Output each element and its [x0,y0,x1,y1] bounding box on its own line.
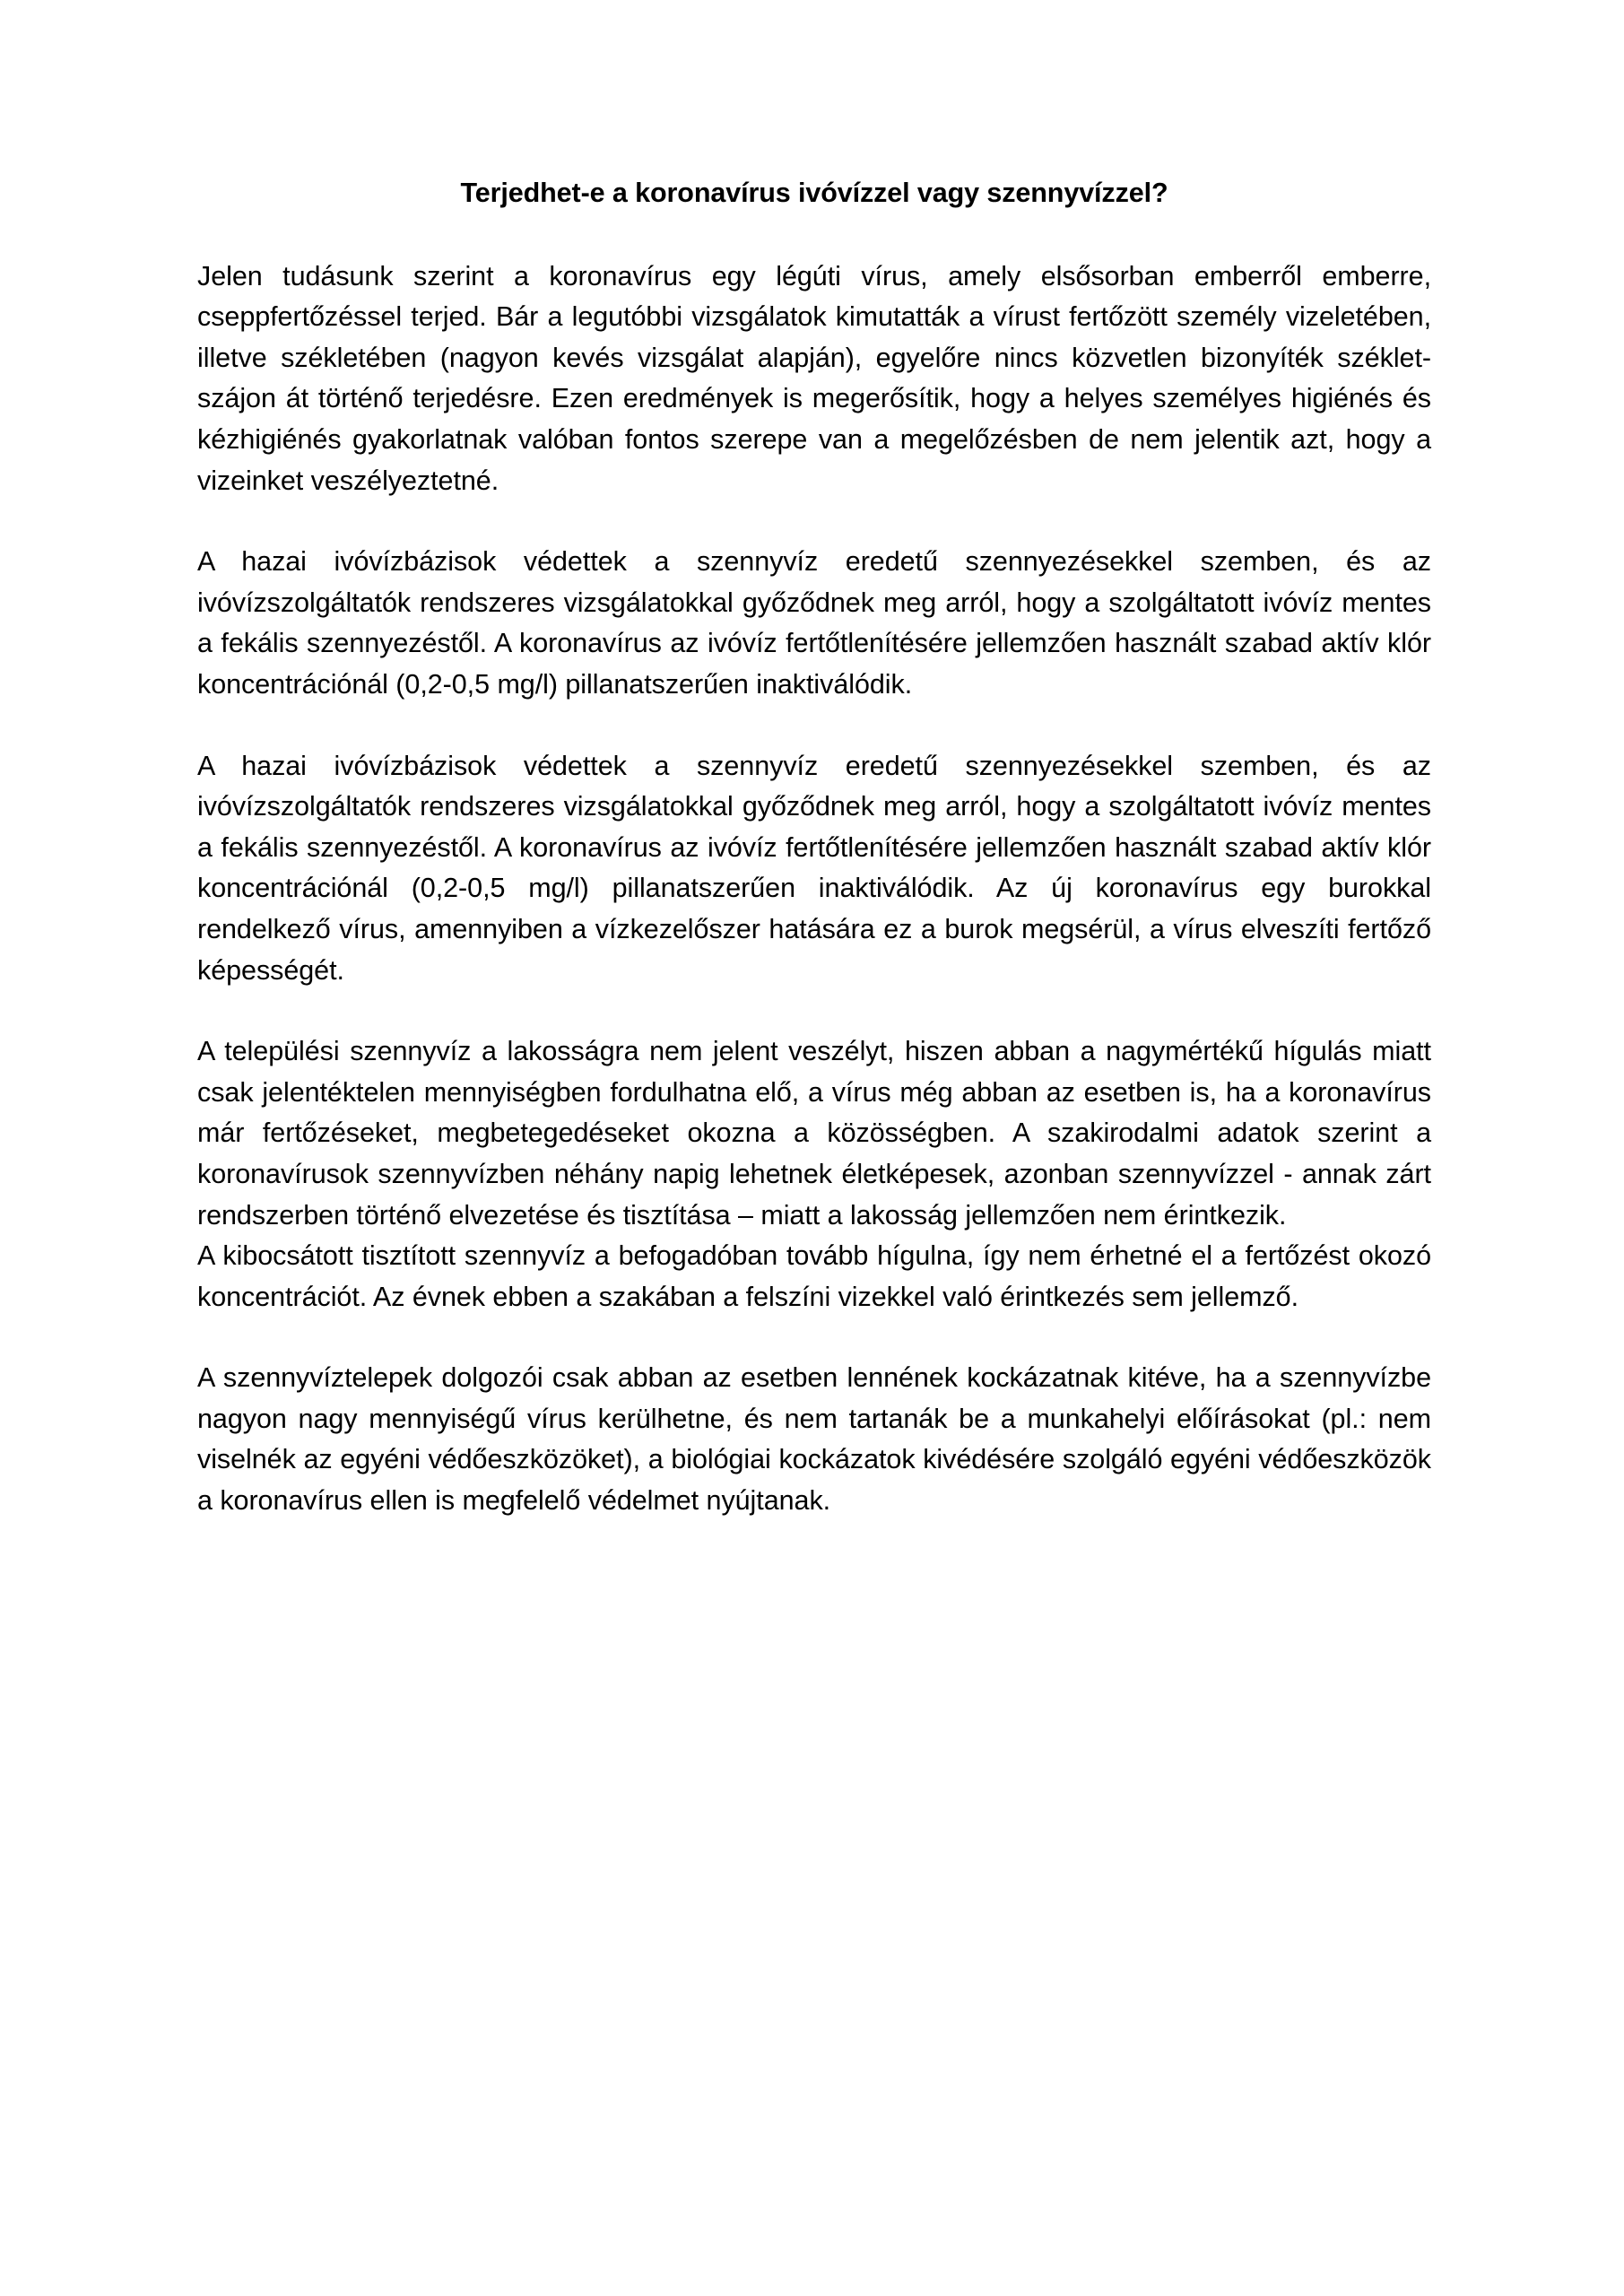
paragraph-4: A települési szennyvíz a lakosságra nem jelent veszélyt, hiszen abban a nagymértékű hígulás miatt csak jelentéktelen mennyiségben fordulhatna elő, a vírus még abban az esetben is, ha a koronavírus már fertőzéseket, megbetegedéseket okozna a közösségben. A szakirodalmi adatok szerint a koronavírusok szennyvízben néhány napig lehetnek életképesek, azonban szennyvízzel - annak zárt rendszerben történő elvezetése és tisztítása – miatt a lakosság jellemzően nem érintkezik. [197,1036,1431,1231]
paragraph-6: A szennyvíztelepek dolgozói csak abban az esetben lennének kockázatnak kitéve, ha a szennyvízbe nagyon nagy mennyiségű vírus kerülhetne, és nem tartanák be a munkahelyi előírásokat (pl.: nem viselnék az egyéni védőeszközöket), a biológiai kockázatok kivédésére szolgáló egyéni védőeszközök a koronavírus ellen is megfelelő védelmet nyújtanak. [197,1362,1431,1517]
paragraph-3: A hazai ivóvízbázisok védettek a szennyvíz eredetű szennyezésekkel szemben, és az ivóvízszolgáltatók rendszeres vizsgálatokkal győződnek meg arról, hogy a szolgáltatott ivóvíz mentes a fekális szennyezéstől. A koronavírus az ivóvíz fertőtlenítésére jellemzően használt szabad aktív klór koncentrációnál (0,2-0,5 mg/l) pillanatszerűen inaktiválódik. Az új koronavírus egy burokkal rendelkező vírus, amennyiben a vízkezelőszer hatására ez a burok megsérül, a vírus elveszíti fertőző képességét. [197,750,1431,986]
paragraph-5: A kibocsátott tisztított szennyvíz a befogadóban tovább hígulna, így nem érhetné el a fertőzést okozó koncentrációt. Az évnek ebben a szakában a felszíni vizekkel való érintkezés sem jellemző. [197,1240,1431,1312]
spacer-after-title [197,212,1431,257]
document-body [197,176,1431,1522]
paragraph-2: A hazai ivóvízbázisok védettek a szennyvíz eredetű szennyezésekkel szemben, és az ivóvízszolgáltatók rendszeres vizsgálatokkal győződnek meg arról, hogy a szolgáltatott ivóvíz mentes a fekális szennyezéstől. A koronavírus az ivóvíz fertőtlenítésére jellemzően használt szabad aktív klór koncentrációnál (0,2-0,5 mg/l) pillanatszerűen inaktiválódik. [197,546,1431,700]
spacer-1 [197,501,1431,542]
spacer-4 [197,1318,1431,1358]
paragraph-1: Jelen tudásunk szerint a koronavírus egy légúti vírus, amely elsősorban emberről emberre, cseppfertőzéssel terjed. Bár a legutóbbi vizsgálatok kimutatták a vírust fertőzött személy vizeletében, illetve székletében (nagyon kevés vizsgálat alapján), egyelőre nincs közvetlen bizonyíték széklet-szájon át történő terjedésre. Ezen eredmények is megerősítik, hogy a helyes személyes higiénés és kézhigiénés gyakorlatnak valóban fontos szerepe van a megelőzésben de nem jelentik azt, hogy a vizeinket veszélyeztetné. [197,260,1431,496]
spacer-3 [197,991,1431,1031]
spacer-2 [197,706,1431,746]
page-title: Terjedhet-e a koronavírus ivóvízzel vagy szennyvízzel? [460,178,1168,208]
